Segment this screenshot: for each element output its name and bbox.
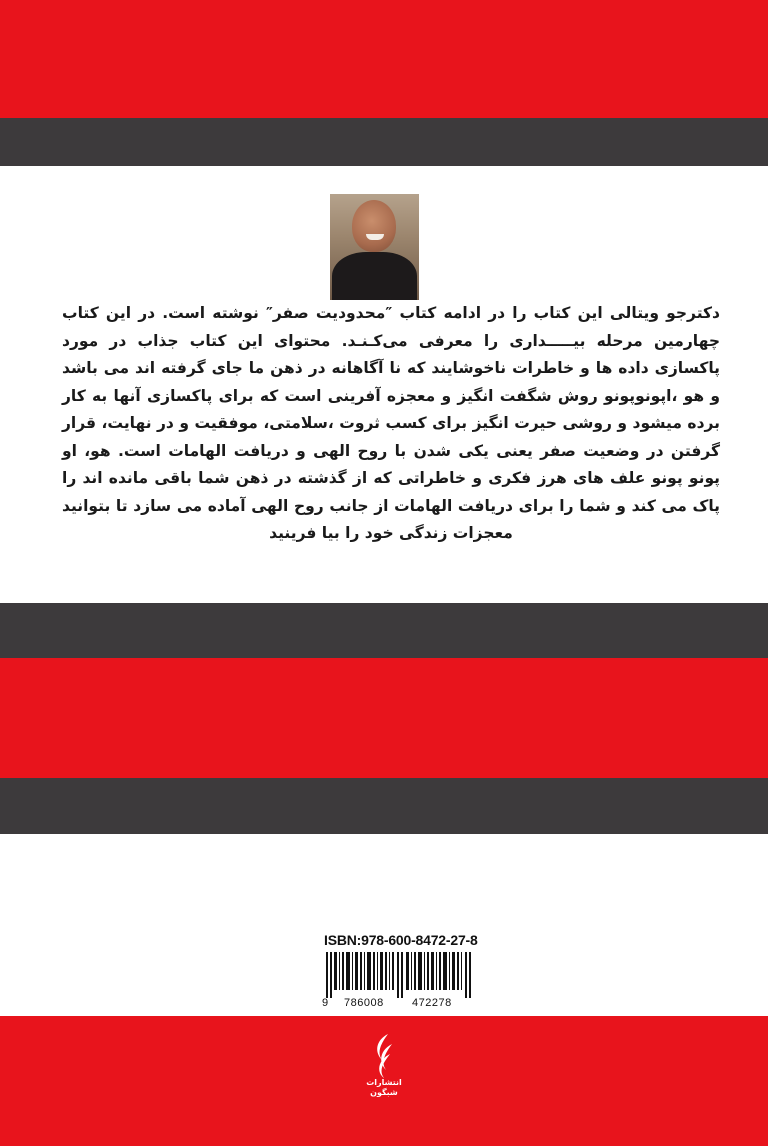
middle-red-band [0, 658, 768, 778]
middle-dark-band [0, 603, 768, 658]
barcode-digit-prefix: 9 [322, 997, 329, 1009]
author-head [352, 200, 396, 252]
lower-dark-band [0, 778, 768, 834]
top-red-band [0, 0, 768, 118]
author-shirt [332, 252, 417, 300]
barcode-digits-left: 786008 [344, 997, 384, 1009]
barcode-digits-right: 472278 [412, 997, 452, 1009]
top-dark-band [0, 118, 768, 166]
author-photo [330, 194, 419, 300]
isbn-label: ISBN:978-600-8472-27-8 [324, 932, 478, 948]
publisher-name: انتشارات شبگون [366, 1078, 402, 1097]
book-description: دکترجو ویتالی این کتاب را در ادامه کتاب ″محدودیت صفر″ نوشته است. در این کتاب چهارمین مرحله بیـــــداری را معرفی می‌کـنـد. محتوای این کتاب جذاب در مورد پاکسازی داده ها و خاطرات ناخوشایند که نا آگاهانه در ذهن ما جای گرفته اند می باشد و هو ،اپونوپونو روش شگفت انگیز و معجزه آفرینی است که برای پاکسازی آنها به کار برده میشود و روشی حیرت انگیز برای کسب ثروت ،سلامتی، موفقیت و در نهایت، قرار گرفتن در وضعیت صفر یعنی یکی شدن با روح الهی و دریافت الهامات است. هو، او پونو پونو علف های هرز فکری و خاطراتی که از گذشته در ذهن شما باقی مانده اند را پاک می کند و شما را برای دریافت الهامات از جانب روح الهی آماده می سازد تا بتوانید معجزات زندگی خود را بیا فرینید [62, 304, 720, 542]
barcode [326, 952, 474, 998]
